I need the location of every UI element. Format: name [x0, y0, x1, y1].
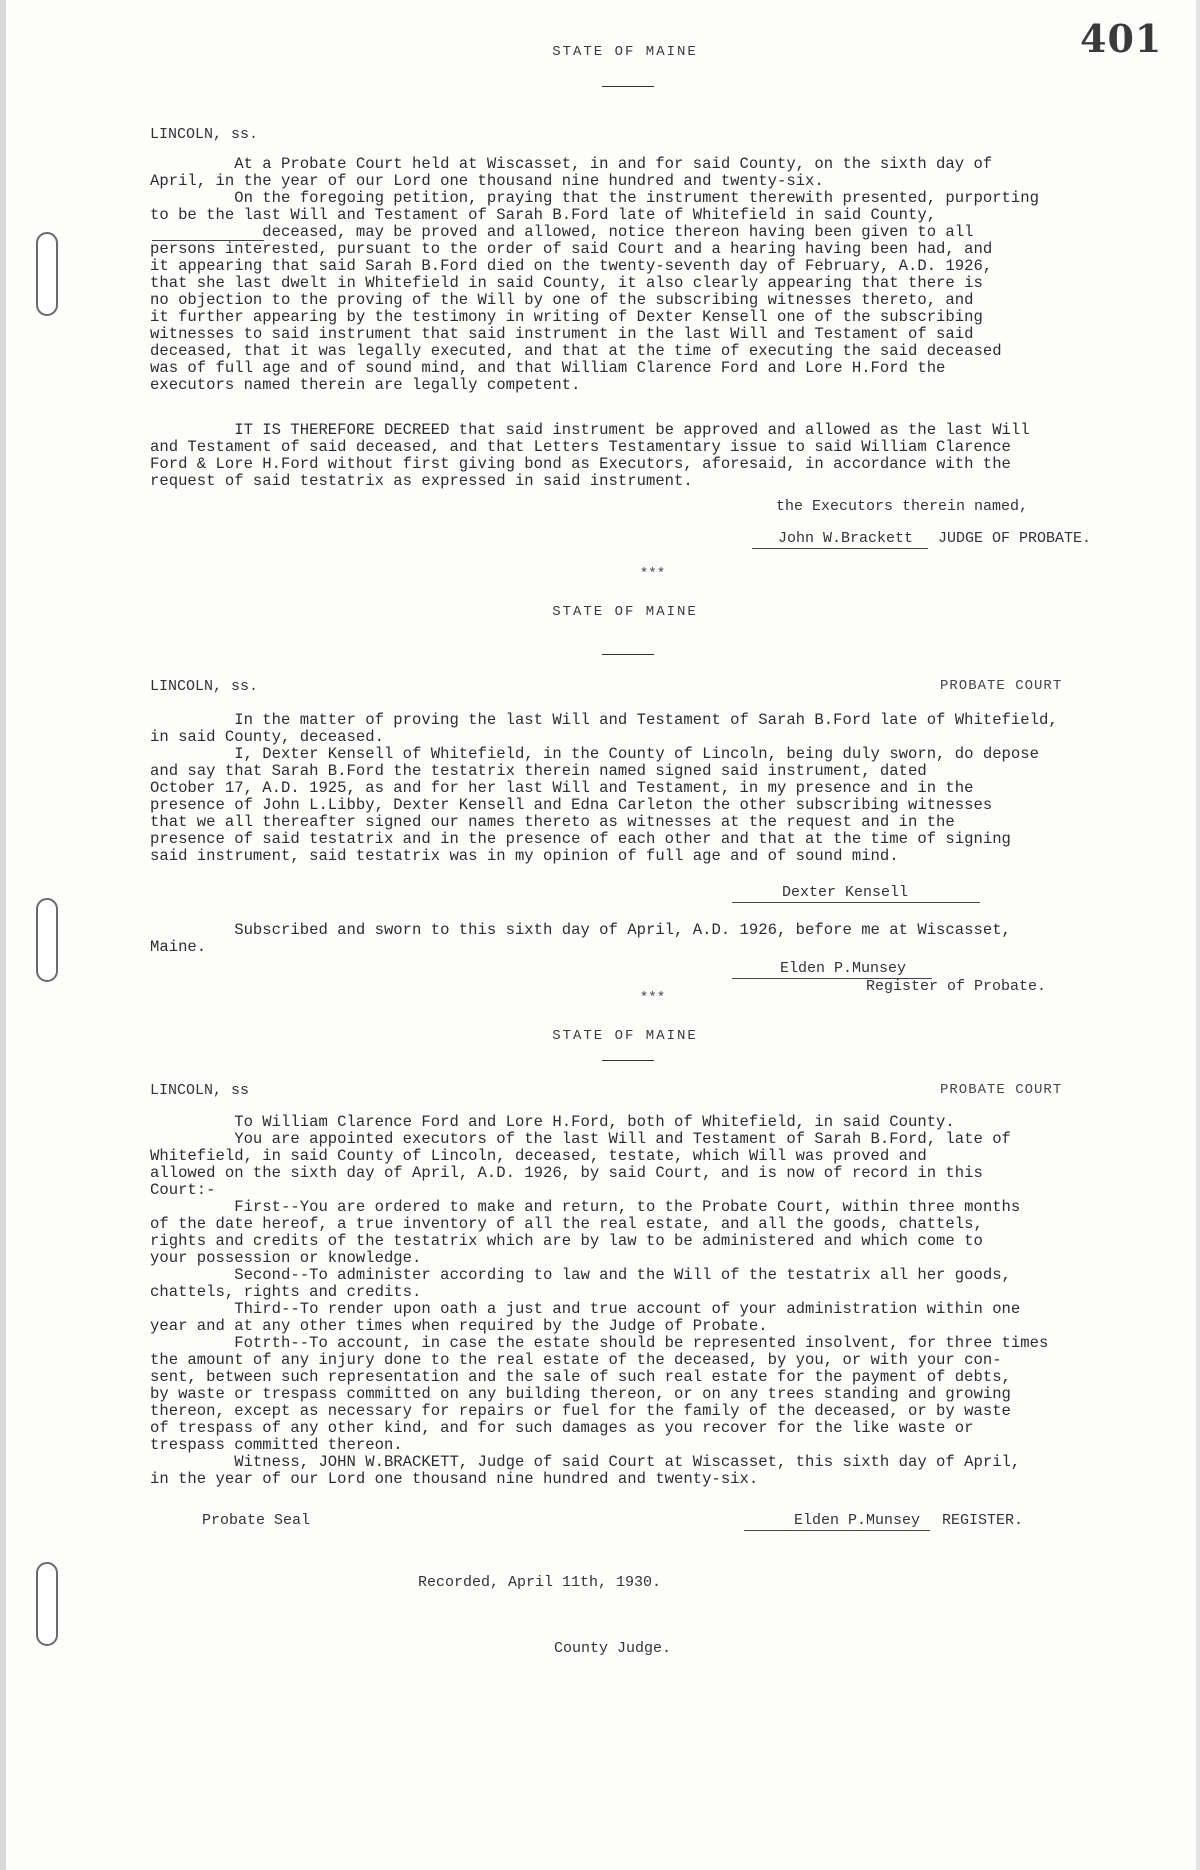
register-title: REGISTER.: [942, 1512, 1024, 1529]
recorded-date: Recorded, April 11th, 1930.: [418, 1574, 662, 1591]
binder-hole-bottom: [36, 1562, 58, 1646]
letters-line: To William Clarence Ford and Lore H.Ford, both of Whitefield, in said County.: [150, 1113, 955, 1131]
scan-edge-left: [0, 0, 6, 1870]
letters-line: your possession or knowledge.: [150, 1249, 422, 1267]
letters-line: First--You are ordered to make and return, to the Probate Court, within three months: [150, 1198, 1021, 1216]
section-2-court-label: PROBATE COURT: [940, 678, 1063, 694]
section-separator-2: ***: [639, 990, 666, 1006]
judge-signature: John W.Brackett: [778, 530, 914, 547]
affidavit-line: October 17, A.D. 1925, as and for her last Will and Testament, in my presence and in the: [150, 779, 974, 797]
section-3-heading: STATE OF MAINE: [552, 1028, 698, 1044]
letters-line: Third--To render upon oath a just and true account of your administration within one: [150, 1300, 1021, 1318]
letters-line: rights and credits of the testatrix which are by law to be administered and which come to: [150, 1232, 983, 1250]
letters-line: Second--To administer according to law and the Will of the testatrix all her goods,: [150, 1266, 1011, 1284]
section-1-venue: LINCOLN, ss.: [150, 126, 259, 143]
deponent-signature: Dexter Kensell: [782, 884, 909, 901]
judge-signature-line: [752, 548, 928, 549]
letters-line: Court:-: [150, 1181, 216, 1199]
decree-line: IT IS THEREFORE DECREED that said instrument be approved and allowed as the last Will: [150, 421, 1030, 439]
section-2-rule: [602, 654, 654, 655]
page-number: 401: [1080, 16, 1163, 61]
order-line: it appearing that said Sarah B.Ford died on the twenty-seventh day of February, A.D. 1926,: [150, 257, 993, 275]
order-line: persons interested, pursuant to the order of said Court and a hearing having been had, and: [150, 240, 993, 258]
order-line: that she last dwelt in Whitefield in said County, it also clearly appearing that there is: [150, 274, 983, 292]
executors-note: the Executors therein named,: [776, 498, 1029, 515]
order-line: On the foregoing petition, praying that the instrument therewith presented, purporting: [150, 189, 1039, 207]
letters-line: chattels, rights and credits.: [150, 1283, 422, 1301]
letters-line: the amount of any injury done to the real estate of the deceased, by you, or with your con-: [150, 1351, 1002, 1369]
order-line: At a Probate Court held at Wiscasset, in and for said County, on the sixth day of: [150, 155, 993, 173]
section-1-heading: STATE OF MAINE: [552, 44, 698, 60]
scan-edge-right: [1196, 0, 1200, 1870]
judge-title: JUDGE OF PROBATE.: [938, 530, 1092, 547]
letters-line: Witness, JOHN W.BRACKETT, Judge of said Court at Wiscasset, this sixth day of April,: [150, 1453, 1021, 1471]
section-3-venue: LINCOLN, ss: [150, 1082, 250, 1099]
register-signature-line: [744, 1530, 930, 1531]
section-2-heading: STATE OF MAINE: [552, 604, 698, 620]
affidavit-line: presence of John L.Libby, Dexter Kensell and Edna Carleton the other subscribing witnesses: [150, 796, 993, 814]
affidavit-line: presence of said testatrix and in the presence of each other and that at the time of signing: [150, 830, 1011, 848]
section-1-rule: [602, 86, 654, 87]
letters-line: in the year of our Lord one thousand nine hundred and twenty-six.: [150, 1470, 759, 1488]
affidavit-line: In the matter of proving the last Will and Testament of Sarah B.Ford late of Whitefield,: [150, 711, 1058, 729]
letters-line: year and at any other times when required by the Judge of Probate.: [150, 1317, 768, 1335]
order-line: witnesses to said instrument that said instrument in the last Will and Testament of said: [150, 325, 974, 343]
letters-line: allowed on the sixth day of April, A.D. 1926, by said Court, and is now of record in this: [150, 1164, 983, 1182]
section-separator-1: ***: [639, 566, 666, 582]
affidavit-line: and say that Sarah B.Ford the testatrix therein named signed said instrument, dated: [150, 762, 927, 780]
register-title: Register of Probate.: [866, 978, 1047, 995]
order-line: to be the last Will and Testament of Sarah B.Ford late of Whitefield in said County,: [150, 206, 937, 224]
letters-line: of trespass of any other kind, and for such damages as you recover for the like waste or: [150, 1419, 974, 1437]
order-line: was of full age and of sound mind, and that William Clarence Ford and Lore H.Ford the: [150, 359, 946, 377]
letters-line: Fotrth--To account, in case the estate should be represented insolvent, for three times: [150, 1334, 1049, 1352]
probate-seal-label: Probate Seal: [202, 1512, 311, 1529]
binder-hole-top: [36, 232, 58, 316]
affidavit-line: that we all thereafter signed our names thereto as witnesses at the request and in the: [150, 813, 955, 831]
letters-line: by waste or trespass committed on any building thereon, or on any trees standing and growing: [150, 1385, 1011, 1403]
order-line: April, in the year of our Lord one thousand nine hundred and twenty-six.: [150, 172, 824, 190]
order-line: deceased, that it was legally executed, and that at the time of executing the said deceased: [150, 342, 1002, 360]
order-line: no objection to the proving of the Will by one of the subscribing witnesses thereto, and: [150, 291, 974, 309]
affidavit-line: in said County, deceased.: [150, 728, 384, 746]
county-judge-label: County Judge.: [554, 1640, 672, 1657]
sworn-line: Subscribed and sworn to this sixth day of April, A.D. 1926, before me at Wiscasset,: [150, 921, 1011, 939]
affidavit-line: I, Dexter Kensell of Whitefield, in the County of Lincoln, being duly sworn, do depose: [150, 745, 1039, 763]
letters-line: You are appointed executors of the last Will and Testament of Sarah B.Ford, late of: [150, 1130, 1011, 1148]
section-3-court-label: PROBATE COURT: [940, 1082, 1063, 1098]
decree-line: request of said testatrix as expressed in said instrument.: [150, 472, 693, 490]
letters-line: of the date hereof, a true inventory of all the real estate, and all the goods, chattels,: [150, 1215, 983, 1233]
register-signature: Elden P.Munsey: [794, 1512, 921, 1529]
binder-hole-middle: [36, 898, 58, 982]
register-signature: Elden P.Munsey: [780, 960, 907, 977]
decree-line: and Testament of said deceased, and that Letters Testamentary issue to said William Clarence: [150, 438, 1011, 456]
sworn-line: Maine.: [150, 938, 207, 956]
letters-line: sent, between such representation and the sale of such real estate for the payment of debts,: [150, 1368, 1011, 1386]
letters-line: trespass committed thereon.: [150, 1436, 403, 1454]
order-line: it further appearing by the testimony in writing of Dexter Kensell one of the subscribing: [150, 308, 983, 326]
letters-line: thereon, except as necessary for repairs or fuel for the family of the deceased, or by waste: [150, 1402, 1011, 1420]
decree-line: Ford & Lore H.Ford without first giving bond as Executors, aforesaid, in accordance with the: [150, 455, 1011, 473]
order-line: deceased, may be proved and allowed, notice thereon having been given to all: [150, 223, 974, 241]
deponent-signature-line: [732, 902, 980, 903]
section-2-venue: LINCOLN, ss.: [150, 678, 259, 695]
order-line: executors named therein are legally competent.: [150, 376, 581, 394]
section-3-rule: [602, 1060, 654, 1061]
affidavit-line: said instrument, said testatrix was in my opinion of full age and of sound mind.: [150, 847, 899, 865]
letters-line: Whitefield, in said County of Lincoln, deceased, testate, which Will was proved and: [150, 1147, 927, 1165]
